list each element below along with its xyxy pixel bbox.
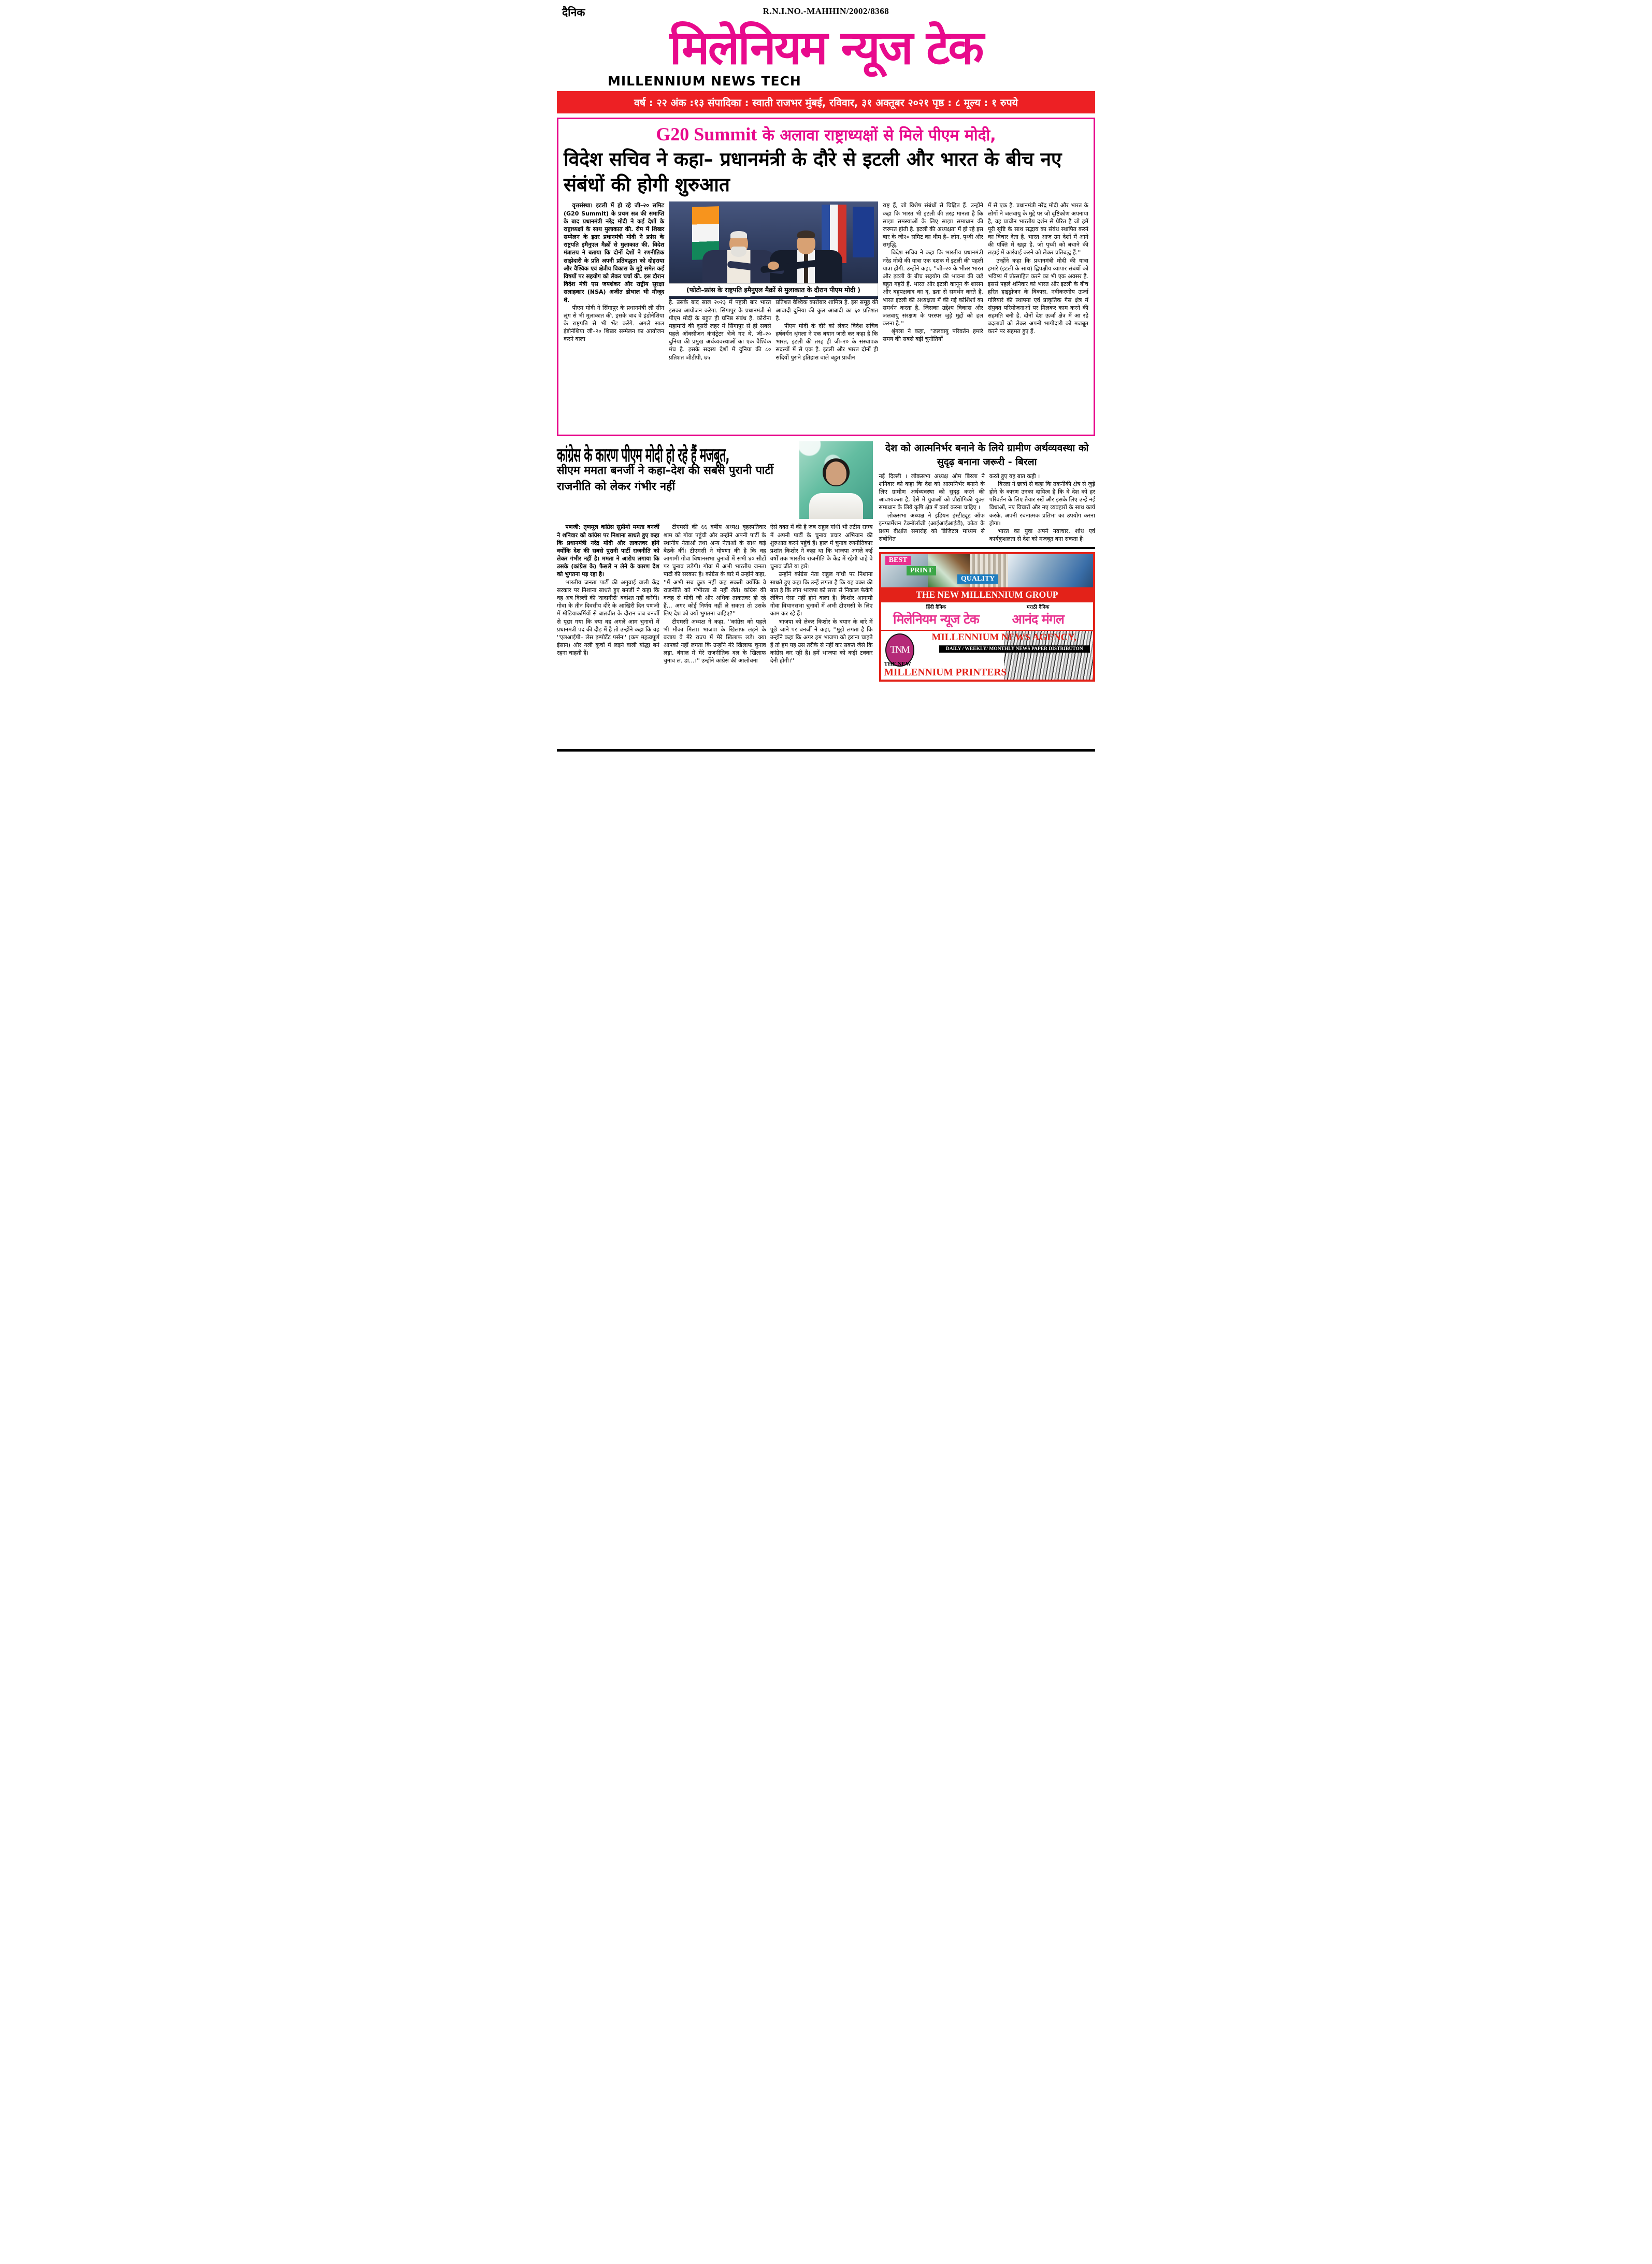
divider-rule xyxy=(879,547,1095,549)
hindi-daily-label: हिंदी दैनिक xyxy=(926,604,946,611)
birla-story-column-2 xyxy=(989,472,1095,543)
birla-story-column-1 xyxy=(879,472,985,543)
daily-label: दैनिक xyxy=(562,6,585,19)
ad-paper-hindi xyxy=(885,603,987,628)
ad-quality-label: QUALITY xyxy=(957,574,998,584)
paragraph: प्रतिशत वैश्विक कारोबार शामिल है. इस समूह की आबादी दुनिया की कुल आबादी का ६० प्रतिशत है. xyxy=(775,299,878,322)
paragraph: राष्ट्र हैं, जो विशेष संबंधों से चिह्नित हैं. उन्होंने कहा कि भारत भी इटली की तरह मानता है कि साझा समस्याओं के लिए साझा समाधान की जरूरत होती है. इटली की अध्यक्षता में हो रहे इस बार के जी२० समिट का थीम है– लोग, पृथ्वी और समृद्धि. xyxy=(882,202,983,249)
mamata-story-headlines xyxy=(557,441,795,519)
paragraph: पणजी: तृणमूल कांग्रेस सुप्रीमो ममता बनर्जी ने शनिवार को कांग्रेस पर निशाना साधते हुए कहा कि प्रधानमंत्री नरेंद्र मोदी और ताकतवर होंगे क्योंकि देश की सबसे पुरानी पार्टी राजनीति को लेकर गंभीर नहीं है। ममता ने आरोप लगाया कि उसके (कांग्रेस के) फैसले न लेने के कारण देश को भुगतना पड़ रहा है। xyxy=(557,524,659,578)
distribution-line: DAILY / WEEKLY/ MONTHLY NEWS PAPER DISTRIBUTON xyxy=(939,645,1090,653)
lead-story-column-3 xyxy=(775,298,878,430)
kicker-english: G20 Summit xyxy=(656,123,757,145)
marathi-daily-label: मराठी दैनिक xyxy=(1026,604,1050,611)
mamata-story-header xyxy=(557,441,873,519)
paragraph: श्रृंगला ने कहा, ''जलवायु परिवर्तन हमारे समय की सबसे बड़ी चुनौतियों xyxy=(882,328,983,343)
mamata-story-column-2 xyxy=(664,523,766,665)
lead-story-middle-columns xyxy=(669,298,878,430)
macron-head xyxy=(797,233,815,254)
ad-print-label: PRINT xyxy=(907,566,937,575)
paragraph: बिरला ने छात्रों से कहा कि तकनीकी क्षेत्र से जुड़े होने के कारण उनका दायित्व है कि वे देश को हर परिवर्तन के लिए तैयार रखें और इसके लिए उन्हें नई विधाओं, नए विचारों और नए व्यवहारों के साथ कार्य करके, अपनी रचनात्मक प्रतिभा का उपयोग करना होगा। xyxy=(989,480,1096,527)
rni-number: R.N.I.NO.-MAHHIN/2002/8368 xyxy=(763,6,889,16)
paragraph: उन्होंने कहा कि प्रधानमंत्री मोदी की यात्रा हमारे (इटली के साथ) द्विपक्षीय व्यापार संबंधों को भविष्य में प्रोत्साहित करने का भी एक अवसर है. इससे पहले शनिवार को भारत और इटली के बीच हरित हाइड्रोजन के विकास, नवीकरणीय ऊर्जा गलियारे की स्थापना एवं प्राकृतिक गैस क्षेत्र में संयुक्त परियोजनाओं पर मिलकर काम करने की सहमति बनी है. दोनों देश ऊर्जा क्षेत्र में आ रहे बदलावों को लेकर अपनी भागीदारी को मजबूत करने पर सहमत हुए हैं. xyxy=(987,257,1088,335)
newspaper-title-english: MILLENNIUM NEWS TECH xyxy=(608,73,801,89)
ad-paper-marathi xyxy=(987,603,1089,628)
paragraph: है. उसके बाद साल २०२३ में पहली बार भारत इसका आयोजन करेगा. सिंगापुर के प्रधानमंत्री से पीएम मोदी के बहुत ही घनिष्ठ संबंध है. कोरोना महामारी की दूसरी लहर में सिंगापुर से ही सबसे पहले ऑक्सीजन कंसंट्रेटर भेजे गए थे. जी–२० दुनिया की प्रमुख अर्थव्यवस्थाओं का एक वैश्विक मंच है. इसके सदस्य देशों में दुनिया की ८० प्रतिशत जीडीपी, ७५ xyxy=(669,299,771,361)
kicker-hindi: के अलावा राष्ट्राध्यक्षों से मिले पीएम मोदी, xyxy=(757,126,996,145)
birla-story-headline: देश को आत्मनिर्भर बनाने के लिये ग्रामीण अर्थव्यवस्था को सुदृढ़ बनाना जरूरी - बिरला xyxy=(885,442,1089,468)
mamata-saree xyxy=(809,493,863,519)
millennium-group-ad xyxy=(879,552,1095,682)
mamata-story-column-3 xyxy=(770,523,873,665)
lead-story-column-2 xyxy=(669,298,771,430)
lead-story-column-1 xyxy=(564,201,664,430)
paragraph: टीएमसी अध्यक्ष ने कहा, ''कांग्रेस को पहले भी मौका मिला। भाजपा के खिलाफ लड़ने के बजाय वे मेरे राज्य में मेरे खिलाफ लड़े। क्या आपको नहीं लगता कि उन्होंने मेरे खिलाफ चुनाव लड़ा, बंगाल में मेरे राजनीतिक दल के खिलाफ चुनाव ल. डा…।'' उन्होंने कांग्रेस की आलोचना xyxy=(663,618,766,665)
paragraph: विदेश सचिव ने कहा कि भारतीय प्रधानमंत्री नरेंद्र मोदी की यात्रा एक दशक में इटली की पहली यात्रा होगी. उन्होंने कहा, ''जी–२० के भीतर भारत और इटली के बीच सहयोग की भावना की जड़ें बहुत गहरी हैं. भारत और इटली कानून के शासन और बहुपक्षवाद का दृ. ढता से समर्थन करते हैं. भारत इटली की अध्यक्षता में की गई कोशिशों का समर्थन करता है, जिसका उद्देश्य विकास और जलवायु संरक्षण के परस्पर जुड़े मुद्दों को हल करना है.'' xyxy=(882,249,983,327)
lead-story-column-5 xyxy=(988,201,1088,430)
birla-story-and-ad xyxy=(879,441,1095,682)
ad-newspaper-names xyxy=(881,602,1093,630)
paragraph: भारत का युवा अपने नवाचार, शोध एवं कार्यकुशलता से देश को मजबूत बना सकता है। xyxy=(989,527,1096,543)
lead-story-column-4 xyxy=(883,201,983,430)
paragraph: टीएमसी की ६६ वर्षीय अध्यक्ष बृहस्पतिवार शाम को गोवा पहुंची और उन्होंने अपनी पार्टी के स्थानीय नेताओं तथा अन्य नेताओं के साथ कई बैठकें कीं। टीएमसी ने घोषणा की है कि वह आगामी गोवा विधानसभा चुनावों में सभी ४० सीटों पर चुनाव लड़ेगी। गोवा में अभी भारतीय जनता पार्टी की सरकार है। कांग्रेस के बारे में उन्होंने कहा, ''मैं अभी सब कुछ नहीं कह सकती क्योंकि वे राजनीति को गंभीरता से नहीं लेते। कांग्रेस की वजह से मोदी जी और अधिक ताकतवर हो रहे हैं… अगर कोई निर्णय नहीं ले सकता तो उसके लिए देश को क्यों भुगतना चाहिए?'' xyxy=(663,524,766,617)
mamata-story-column-1 xyxy=(557,523,659,665)
ad-press-photos xyxy=(881,554,1093,587)
birla-story-body xyxy=(879,472,1095,543)
paragraph: वृत्तसंस्था। इटली में हो रहे जी–२० समिट (G20 Summit) के प्रथम सत्र की समाप्ति के बाद प्रधानमंत्री नरेंद्र मोदी ने कई देशों के राष्ट्राध्यक्षों के साथ मुलाकात की. रोम में शिखर सम्मेलन के इतर प्रधानमंत्री मोदी ने फ्रांस के राष्ट्रपति इमैनुएल मैक्रों से मुलाकात की. विदेश मंत्रालय ने बताया कि दोनों देशों ने रणनीतिक साझेदारी के प्रति अपनी प्रतिबद्धता को दोहराया और वैश्विक एवं क्षेत्रीय विकास के मुद्दे समेत कई विषयों पर सहयोग को लेकर चर्चा की. इस दौरान विदेश मंत्री एस जयशंकर और राष्ट्रीय सुरक्षा सलाहकार (NSA) अजीत डोभाल भी मौजूद थे. xyxy=(564,202,665,304)
paragraph: लोकसभा अध्यक्ष ने इंडियन इंस्टीट्यूट ऑफ इनफार्मेशन टेक्नॉलॉजी (आईआईआईटी), कोटा के प्रथम दीक्षांत समारोह को डिजिटल माध्यम से संबोधित xyxy=(879,512,985,543)
paragraph: नई दिल्ली । लोकसभा अध्यक्ष ओम बिरला ने शनिवार को कहा कि देश को आत्मनिर्भर बनाने के लिए ग्रामीण अर्थव्यवस्था को सुदृढ़ करने की आवश्यकता है, ऐसे में युवाओं को प्रौद्योगिकी युक्त समाधान के लिये कृषि क्षेत्र में कार्य करना चाहिए । xyxy=(879,472,985,511)
paragraph: ऐसे वक्त में की है जब राहुल गांधी भी तटीय राज्य में अपनी पार्टी के चुनाव प्रचार अभियान की शुरुआत करने पहुंचे हैं। हाल में चुनाव रणनीतिकार प्रशांत किशोर ने कहा था कि भाजपा अगले कई वर्षों तक भारतीय राजनीति के केंद्र में रहेगी चाहे वे चुनाव जीते या हारे। xyxy=(770,524,873,570)
printers-block xyxy=(884,661,1007,679)
marathi-paper-name: आनंद मंगल xyxy=(1012,612,1064,627)
page-bottom-rule xyxy=(557,749,1095,752)
edition-info-bar: वर्ष : २२ अंक :१३ संपादिका : स्वाती राजभर मुंबई, रविवार, ३१ अक्तूबर २०२१ पृष्ठ : ८ मूल्य : १ रुपये xyxy=(557,91,1095,113)
modi-head xyxy=(729,233,748,254)
printers-name: MILLENNIUM PRINTERS xyxy=(884,667,1007,679)
paragraph: उन्होंने कांग्रेस नेता राहुल गांधी पर निशाना साधते हुए कहा कि उन्हें लगता है कि यह वक्त की बात है कि लोग भाजपा को सत्ता से निकाल फेकेंगे लेकिन ऐसा नहीं होने वाला है। किशोर आगामी गोवा विधानसभा चुनावों में अभी टीएमसी के लिए काम कर रहे हैं। xyxy=(770,571,873,617)
lead-story xyxy=(557,118,1095,437)
hindi-paper-name: मिलेनियम न्यूज टेक xyxy=(893,612,979,627)
masthead-top-row xyxy=(557,4,1095,20)
paragraph: भारतीय जनता पार्टी की अगुवाई वाली केंद्र सरकार पर निशाना साधते हुए बनर्जी ने कहा कि वह अब दिल्ली की 'दादागीरी' बर्दाश्त नहीं करेंगी। गोवा के तीन दिवसीय दौरे के आखिरी दिन पणजी में मीडियाकर्मियों से बातचीत के दौरान जब बनर्जी से पूछा गया कि क्या वह अगले आम चुनावों में प्रधानमंत्री पद की दौड़ में है तो उन्होंने कहा कि वह ''एलआईपी– लेस इम्पोर्टेंट पर्सन'' (कम महत्वपूर्ण इंसान) और गली कूचों में लड़ने वाली योद्धा बने रहना चाहती हैं। xyxy=(557,579,659,657)
lead-story-headline: विदेश सचिव ने कहा– प्रधानमंत्री के दौरे से इटली और भारत के बीच नए संबंधों की होगी शुरुआत xyxy=(564,148,1062,196)
newspaper-title: मिलेनियम न्यूज टेक xyxy=(669,21,983,75)
bottom-section xyxy=(557,441,1095,682)
paragraph: करते हुए यह बात कही । xyxy=(989,472,1040,480)
mamata-face xyxy=(826,462,846,485)
mamata-story-subhead: सीएम ममता बनर्जी ने कहा–देश की सबसे पुरानी पार्टी राजनीति को लेकर गंभीर नहीं xyxy=(557,464,773,493)
lead-story-kicker xyxy=(564,123,1088,145)
paragraph: में से एक है. प्रधानमंत्री नरेंद्र मोदी और भारत के लोगों ने जलवायु के मुद्दे पर जो दृष्टिकोण अपनाया है, वह प्राचीन भारतीय दर्शन से प्रेरित है जो हमें पूरी सृष्टि के साथ सद्भाव का संबंध स्थापित करने का विचार देता है. भारत आज उन देशों में आगे की पंक्ति में खड़ा है, जो पृथ्वी को बचाने की लड़ाई में कार्रवाई करने को लेकर प्रतिबद्ध हैं.'' xyxy=(987,202,1088,256)
press-photo-4 xyxy=(1008,554,1093,587)
ad-group-name: THE NEW MILLENNIUM GROUP xyxy=(881,587,1093,602)
mamata-story xyxy=(557,441,873,682)
newspaper-front-page xyxy=(551,0,1101,755)
mamata-story-headline: कांग्रेस के कारण पीएम मोदी हो रहे हैं मजबूत, xyxy=(557,443,729,467)
ad-best-label: BEST xyxy=(885,556,911,565)
paragraph: पीएम मोदी के दौरे को लेकर विदेश सचिव हर्षवर्धन श्रृंगला ने एक बयान जारी कर कहा है कि भारत, इटली की तरह ही जी–२० के संस्थापक सदस्यों में से एक है. इटली और भारत दोनों ही सदियों पुराने इतिहास वाले बहुत प्राचीन xyxy=(775,322,878,361)
paragraph: भाजपा को लेकर किशोर के बयान के बारे में पूछे जाने पर बनर्जी ने कहा, ''मुझे लगता है कि उन्होंने कहा कि अगर हम भाजपा को हराना चाहते हैं तो हम यह उस तरीके से नहीं कर सकते जैसे कि कांग्रेस कर रही है। हमें भाजपा को कड़ी टक्कर देनी होगी।'' xyxy=(770,618,873,665)
lead-story-body xyxy=(564,201,1088,430)
mamata-banerjee-photo xyxy=(799,441,873,519)
eu-flag xyxy=(853,207,873,257)
mamata-story-body xyxy=(557,523,873,665)
lead-story-middle xyxy=(669,201,878,430)
ad-bottom-section xyxy=(881,630,1093,680)
news-agency-name: MILLENNIUM NEWS AGENCY, xyxy=(931,632,1077,643)
tnm-monogram: TNM xyxy=(890,644,909,656)
printers-prefix: THE NEW xyxy=(884,661,911,668)
photo-caption: (फोटो–फ्रांस के राष्ट्रपति इमैनुएल मैक्रों से मुलाकात के दौरान पीएम मोदी ) xyxy=(669,283,878,296)
paragraph: पीएम मोदी ने सिंगापुर के प्रधानमंत्री ली सीन लूंग से भी मुलाकात की. इसके बाद वे इंडोनेशिया के राष्ट्रपति से भी भेंट करेंगे. अगले साल इंडोनेशिया जी–२० शिखर सम्मेलन का आयोजन करने वाला xyxy=(564,304,665,343)
